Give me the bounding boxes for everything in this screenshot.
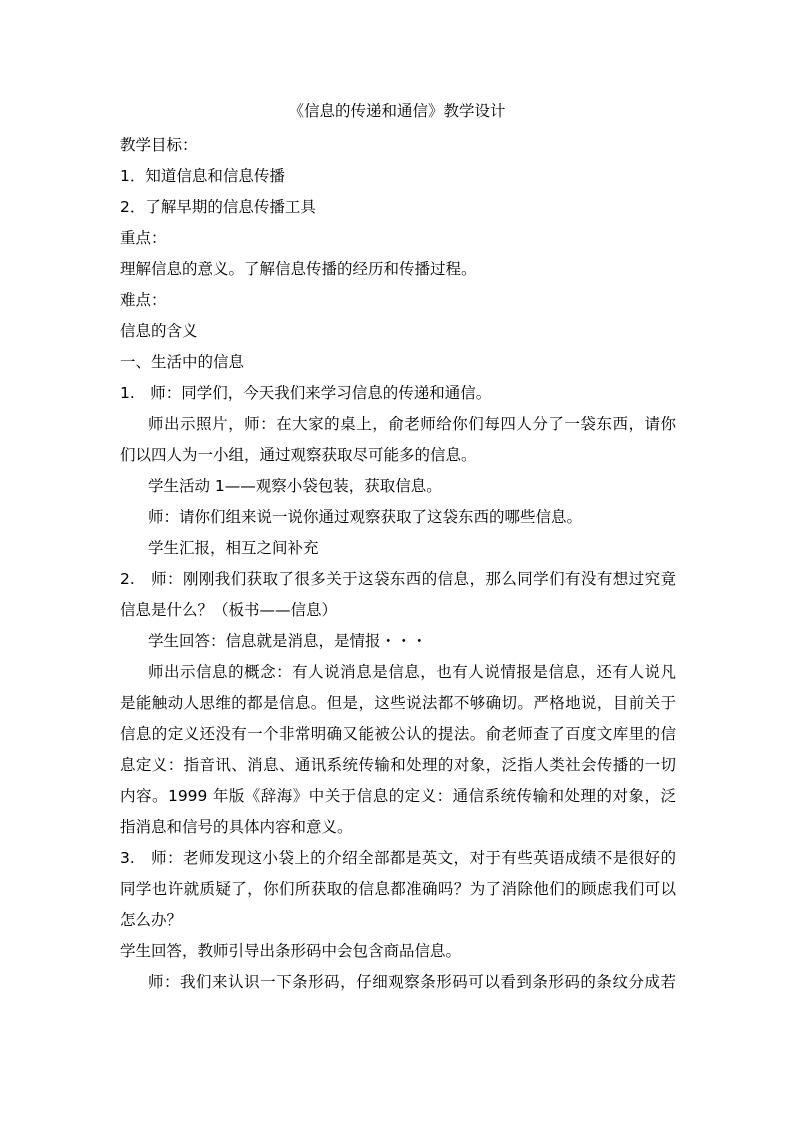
section-heading-objectives: 教学目标： <box>120 136 198 154</box>
paragraph-line: 信息的定义还没有一个非常明确又能被公认的提法。俞老师查了百度文库里的信 <box>120 725 676 743</box>
paragraph-line: 师：请你们组来说一说你通过观察获取了这袋东西的哪些信息。 <box>148 508 583 526</box>
paragraph-line: 同学也许就质疑了，你们所获取的信息都准确吗？为了消除他们的顾虑我们可以 <box>120 880 676 898</box>
document-body <box>120 130 676 998</box>
paragraph-line: 学生活动 1——观察小袋包装，获取信息。 <box>148 477 442 495</box>
paragraph-line: 内容。1999 年版《辞海》中关于信息的定义：通信系统传输和处理的对象，泛 <box>120 787 676 805</box>
paragraph-line: 息定义：指音讯、消息、通讯系统传输和处理的对象，泛指人类社会传播的一切 <box>120 756 676 774</box>
objective-item: 1．知道信息和信息传播 <box>120 167 285 185</box>
paragraph-line: 们以四人为一小组，通过观察获取尽可能多的信息。 <box>120 446 477 464</box>
paragraph-line: 指消息和信号的具体内容和意义。 <box>120 818 353 836</box>
paragraph-line: 2. 师：刚刚我们获取了很多关于这袋东西的信息，那么同学们有没有想过究竟 <box>120 570 676 588</box>
section-heading-difficulties: 难点： <box>120 291 167 309</box>
paragraph-line: 师出示信息的概念：有人说消息是信息，也有人说情报是信息，还有人说凡 <box>148 663 676 681</box>
paragraph-line: 学生汇报，相互之间补充 <box>148 539 319 557</box>
paragraph-line: 师：我们来认识一下条形码，仔细观察条形码可以看到条形码的条纹分成若 <box>148 973 676 991</box>
paragraph-line: 信息是什么？（板书——信息） <box>120 601 338 619</box>
paragraph-line: 学生回答：信息就是消息，是情报・・・ <box>148 632 428 650</box>
paragraph-line: 是能触动人思维的都是信息。但是，这些说法都不够确切。严格地说，目前关于 <box>120 694 676 712</box>
paragraph-line: 学生回答，教师引导出条形码中会包含商品信息。 <box>120 942 462 960</box>
paragraph-line: 师出示照片，师：在大家的桌上，俞老师给你们每四人分了一袋东西，请你 <box>148 415 676 433</box>
paragraph-line: 1. 师：同学们，今天我们来学习信息的传递和通信。 <box>120 384 492 402</box>
document-title: 《信息的传递和通信》教学设计 <box>288 102 506 120</box>
section-heading-part-one: 一、生活中的信息 <box>120 353 245 371</box>
section-heading-key-points: 重点： <box>120 229 167 247</box>
difficulties-text: 信息的含义 <box>120 322 198 340</box>
objective-item: 2．了解早期的信息传播工具 <box>120 198 316 216</box>
paragraph-line: 3. 师：老师发现这小袋上的介绍全部都是英文，对于有些英语成绩不是很好的 <box>120 849 676 867</box>
paragraph-line: 怎么办？ <box>120 911 183 929</box>
key-points-text: 理解信息的意义。了解信息传播的经历和传播过程。 <box>120 260 477 278</box>
